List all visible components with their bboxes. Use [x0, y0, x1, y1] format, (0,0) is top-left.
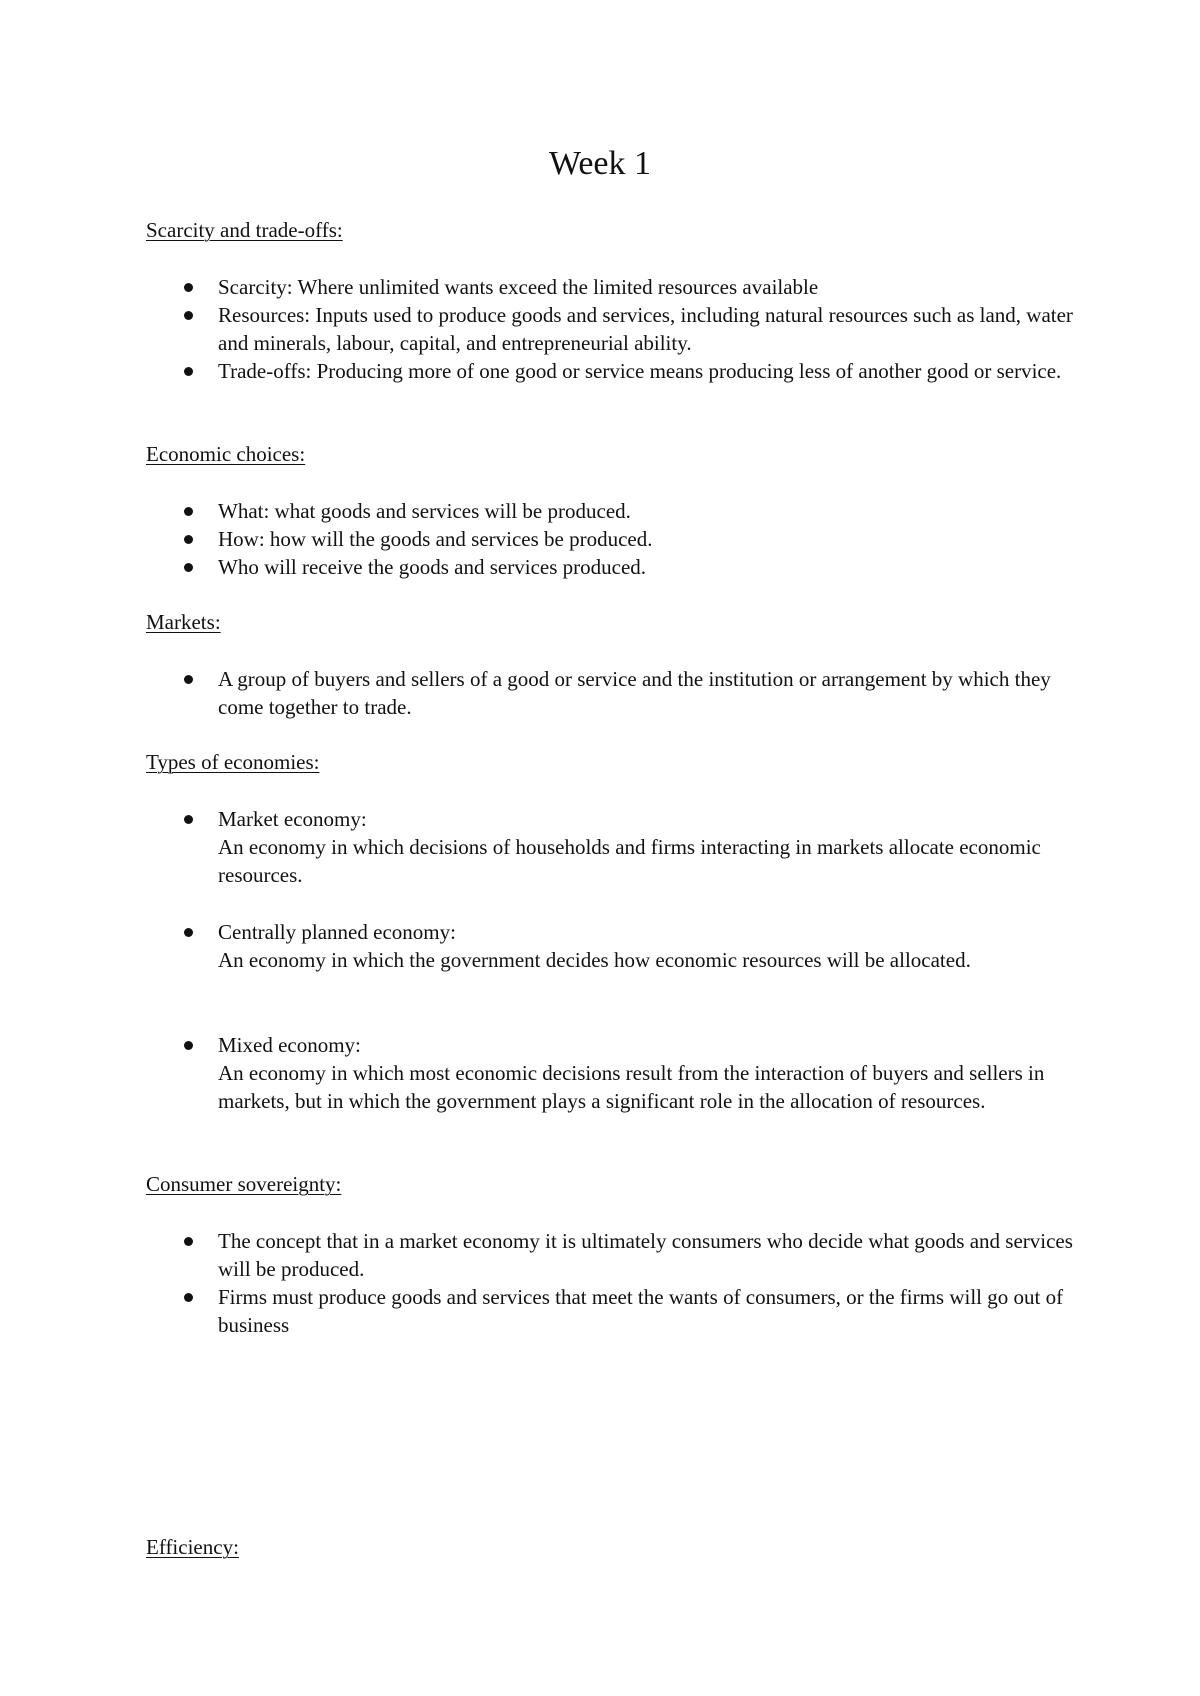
- list-item: [218, 497, 1078, 525]
- list-item: [218, 525, 1078, 553]
- list-item-text: Trade-offs: Producing more of one good or service means producing less of another good or service.: [218, 359, 1062, 383]
- list-item-text: Resources: Inputs used to produce goods and services, including natural resources such as land, water and minerals, labour, capital, and entrepreneurial ability.: [218, 303, 1073, 355]
- section-heading-scarcity: Scarcity and trade-offs:: [146, 218, 343, 242]
- bullet-icon: [184, 283, 193, 292]
- list-item: [218, 273, 1078, 301]
- list-item: [218, 1227, 1078, 1283]
- list-item-definition: An economy in which decisions of households and firms interacting in markets allocate economic resources.: [218, 835, 1041, 887]
- list-item-text: Centrally planned economy:: [218, 920, 456, 944]
- bullet-icon: [184, 1237, 193, 1246]
- list-item: [218, 301, 1078, 357]
- list-item: [218, 1283, 1078, 1339]
- bullet-icon: [184, 535, 193, 544]
- bullet-icon: [184, 675, 193, 684]
- section-heading-efficiency: Efficiency:: [146, 1535, 239, 1559]
- bullet-icon: [184, 311, 193, 320]
- list-item: [218, 665, 1078, 721]
- list-item: [218, 357, 1078, 385]
- bullet-icon: [184, 1041, 193, 1050]
- list-item-text: Who will receive the goods and services produced.: [218, 555, 647, 579]
- section-heading-economic-choices: Economic choices:: [146, 442, 306, 466]
- list-item-text: How: how will the goods and services be produced.: [218, 527, 653, 551]
- list-item-definition: An economy in which the government decides how economic resources will be allocated.: [218, 948, 971, 972]
- list-item-text: Mixed economy:: [218, 1033, 361, 1057]
- list-item: [218, 1031, 1078, 1115]
- list-item-text: Market economy:: [218, 807, 367, 831]
- bullet-icon: [184, 367, 193, 376]
- bullet-icon: [184, 507, 193, 516]
- list-item: [218, 805, 1078, 889]
- bullet-icon: [184, 815, 193, 824]
- section-heading-markets: Markets:: [146, 610, 221, 634]
- list-item-text: The concept that in a market economy it is ultimately consumers who decide what goods and services will be produced.: [218, 1229, 1073, 1281]
- bullet-icon: [184, 563, 193, 572]
- section-heading-types-of-economies: Types of economies:: [146, 750, 320, 774]
- list-item-text: What: what goods and services will be produced.: [218, 499, 631, 523]
- bullet-icon: [184, 928, 193, 937]
- bullet-icon: [184, 1293, 193, 1302]
- list-item: [218, 918, 1078, 974]
- list-item-definition: An economy in which most economic decisions result from the interaction of buyers and sellers in markets, but in which the government plays a significant role in the allocation of resources.: [218, 1061, 1045, 1113]
- section-heading-consumer-sovereignty: Consumer sovereignty:: [146, 1172, 342, 1196]
- list-item-text: Firms must produce goods and services that meet the wants of consumers, or the firms will go out of business: [218, 1285, 1064, 1337]
- list-item: [218, 553, 1078, 581]
- list-item-text: A group of buyers and sellers of a good or service and the institution or arrangement by which they come together to trade.: [218, 667, 1051, 719]
- page-title: Week 1: [548, 145, 652, 182]
- list-item-text: Scarcity: Where unlimited wants exceed the limited resources available: [218, 275, 819, 299]
